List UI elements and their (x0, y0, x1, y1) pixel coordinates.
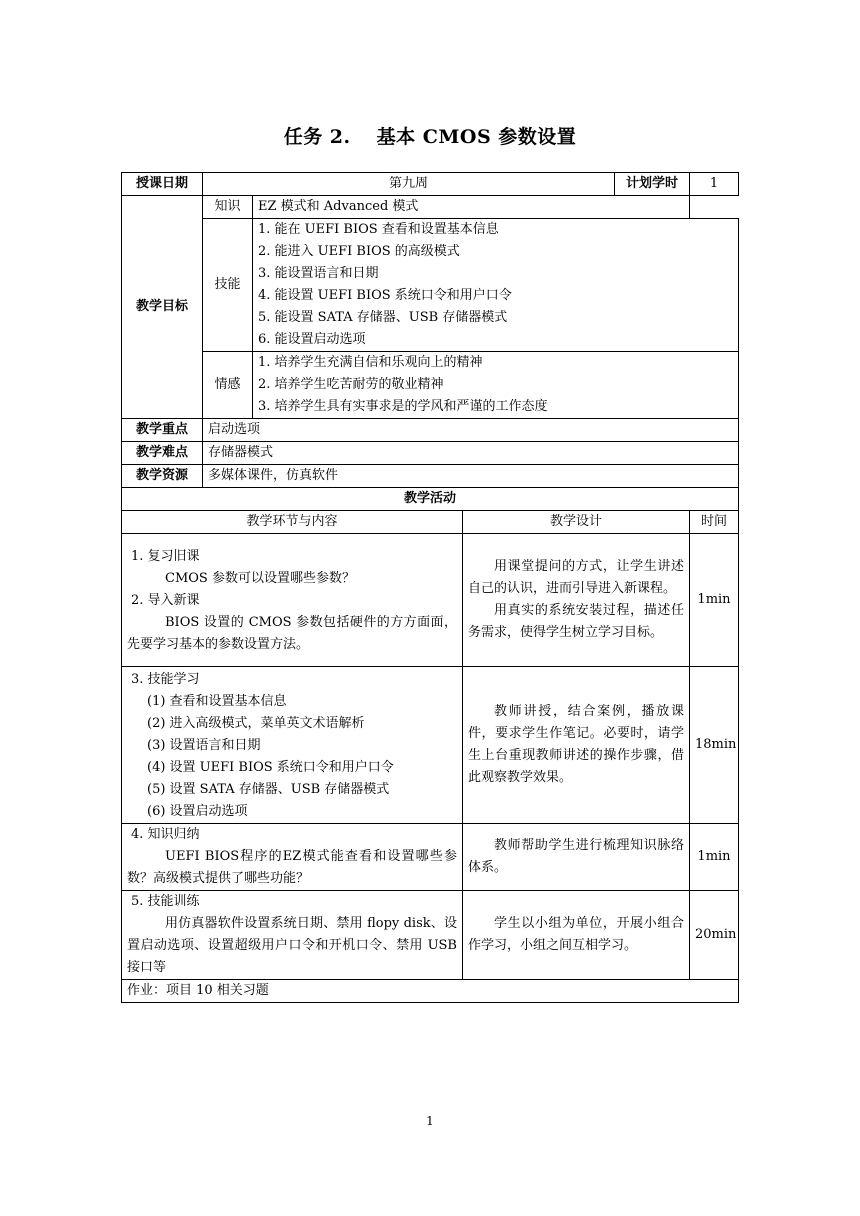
task-title: 基本 CMOS 参数设置 (376, 126, 577, 148)
date-label: 授课日期 (122, 173, 203, 196)
knowledge-item: EZ 模式和 Advanced 模式 (253, 196, 690, 219)
activity-heading: 4. 知识归纳 (131, 827, 200, 842)
knowledge-blank (690, 196, 739, 219)
activity-paragraph: UEFI BIOS程序的EZ模式能查看和设置哪些参数？高级模式提供了哪些功能？ (127, 849, 457, 886)
page-number: 1 (426, 1114, 434, 1128)
skills-label: 技能 (203, 219, 253, 352)
difficulty-value: 存储器模式 (203, 442, 739, 465)
skill-step: (6) 设置启动选项 (147, 804, 248, 819)
activity-content (122, 667, 463, 824)
task-number: 任务 2. (283, 126, 351, 148)
skill-item: 5. 能设置 SATA 存储器、USB 存储器模式 (258, 310, 508, 325)
activity-line: 2. 导入新课 (131, 593, 200, 608)
emotion-item: 2. 培养学生吃苦耐劳的敬业精神 (258, 377, 444, 392)
col-time-header: 时间 (690, 511, 739, 534)
design-paragraph: 用真实的系统安装过程，描述任务需求，使得学生树立学习目标。 (468, 603, 684, 640)
skill-item: 1. 能在 UEFI BIOS 查看和设置基本信息 (258, 222, 499, 237)
skill-step: (5) 设置 SATA 存储器、USB 存储器模式 (147, 782, 390, 797)
emotion-item: 1. 培养学生充满自信和乐观向上的精神 (258, 355, 483, 370)
activity-paragraph: 用仿真器软件设置系统日期、禁用 flopy disk、设置启动选项、设置超级用户口令和开机口令、禁用 USB 接口等 (127, 916, 457, 975)
activity-line: CMOS 参数可以设置哪些参数？ (165, 571, 355, 586)
activity-content (122, 824, 463, 891)
skill-item: 4. 能设置 UEFI BIOS 系统口令和用户口令 (258, 288, 512, 303)
homework: 作业：项目 10 相关习题 (122, 980, 739, 1003)
skill-step: (2) 进入高级模式，菜单英文术语解析 (147, 716, 365, 731)
date-value: 第九周 (203, 173, 615, 196)
activity-design (463, 824, 690, 891)
activity-design (463, 667, 690, 824)
col-design-header: 教学设计 (463, 511, 690, 534)
emotion-item: 3. 培养学生具有实事求是的学风和严谨的工作态度 (258, 399, 548, 414)
activity-content (122, 534, 463, 667)
difficulty-label: 教学难点 (122, 442, 203, 465)
objectives-label: 教学目标 (122, 196, 203, 419)
skill-item: 2. 能进入 UEFI BIOS 的高级模式 (258, 244, 460, 259)
resources-value: 多媒体课件，仿真软件 (203, 465, 739, 488)
hours-value: 1 (690, 173, 739, 196)
activity-line: 1. 复习旧课 (131, 549, 200, 564)
hours-label: 计划学时 (615, 173, 690, 196)
skill-item: 6. 能设置启动选项 (258, 332, 366, 347)
activity-heading: 5. 技能训练 (131, 894, 200, 909)
knowledge-label: 知识 (203, 196, 253, 219)
activity-time: 1min (690, 534, 739, 667)
activity-paragraph: BIOS 设置的 CMOS 参数包括硬件的方方面面，先要学习基本的参数设置方法。 (127, 615, 457, 652)
lesson-plan-table (121, 172, 739, 1003)
design-paragraph: 用课堂提问的方式，让学生讲述自己的认识，进而引导进入新课程。 (468, 559, 684, 596)
key-point-label: 教学重点 (122, 419, 203, 442)
design-paragraph: 教师帮助学生进行梳理知识脉络体系。 (468, 838, 684, 875)
activities-title: 教学活动 (122, 488, 739, 511)
skill-step: (4) 设置 UEFI BIOS 系统口令和用户口令 (147, 760, 394, 775)
emotion-list (253, 352, 739, 419)
design-paragraph: 学生以小组为单位，开展小组合作学习，小组之间互相学习。 (468, 916, 684, 953)
col-content-header: 教学环节与内容 (122, 511, 463, 534)
skill-item: 3. 能设置语言和日期 (258, 266, 379, 281)
skill-step: (3) 设置语言和日期 (147, 738, 261, 753)
key-point-value: 启动选项 (203, 419, 739, 442)
activity-design (463, 891, 690, 980)
resources-label: 教学资源 (122, 465, 203, 488)
activity-time: 20min (690, 891, 739, 980)
activity-design (463, 534, 690, 667)
emotion-label: 情感 (203, 352, 253, 419)
activity-time: 1min (690, 824, 739, 891)
activity-heading: 3. 技能学习 (131, 672, 200, 687)
design-paragraph: 教师讲授，结合案例，播放课件，要求学生作笔记。必要时，请学生上台重现教师讲述的操作步骤，借此观察教学效果。 (468, 704, 684, 785)
page-title (0, 122, 860, 149)
skill-step: (1) 查看和设置基本信息 (147, 694, 287, 709)
skills-list (253, 219, 739, 352)
activity-time: 18min (690, 667, 739, 824)
activity-content (122, 891, 463, 980)
